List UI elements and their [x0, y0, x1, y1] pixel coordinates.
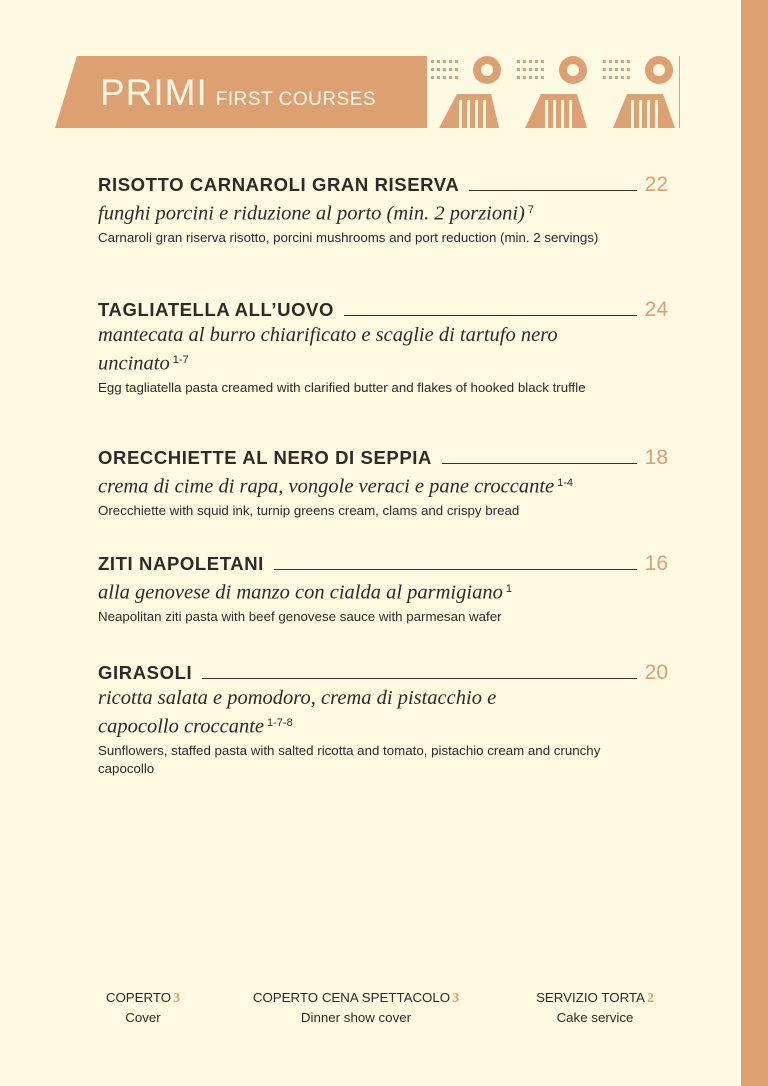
dish-leader-line — [274, 569, 637, 570]
charge-label: COPERTO — [105, 990, 172, 1005]
dish-price: 20 — [644, 661, 668, 684]
dish-item — [98, 661, 668, 778]
allergen-codes: 7 — [527, 204, 535, 216]
dish-italian-description: ricotta salata e pomodoro, crema di pistacchio e capocollo croccante $^{1-7-8}$ — [98, 687, 497, 738]
allergen-codes: 1-7 — [172, 354, 189, 366]
dish-italian-description: mantecata al burro chiarificato e scaglie di tartufo nero uncinato $^{1-7}$ — [98, 324, 558, 375]
dish-name: TAGLIATELLA ALL’UOVO — [98, 299, 335, 320]
dish-italian-description: crema di cime di rapa, vongole veraci e pane croccante $^{1-4}$ — [98, 475, 574, 498]
dish-price: 18 — [644, 446, 668, 469]
charge-price: 3 — [173, 991, 181, 1006]
charge-price: 3 — [452, 991, 460, 1006]
dish-item — [98, 298, 668, 397]
dish-leader-line — [202, 678, 636, 679]
dish-leader-line — [442, 463, 637, 464]
dish-italian-description: alla genovese di manzo con cialda al parmigiano $^1$ — [98, 581, 512, 604]
dish-english-description: Neapolitan ziti pasta with beef genovese sauce with parmesan wafer — [98, 608, 502, 624]
charge-english: Dinner show cover — [300, 1010, 412, 1025]
dish-price: 16 — [644, 552, 668, 575]
dish-english-description: Sunflowers, staffed pasta with salted ricotta and tomato, pistachio cream and crunchy capocollo — [98, 742, 601, 776]
dish-english-description: Orecchiette with squid ink, turnip greens cream, clams and crispy bread — [98, 502, 520, 518]
dish-leader-line — [469, 190, 636, 191]
allergen-codes: 1-7-8 — [267, 717, 293, 729]
dish-name: ZITI NAPOLETANI — [98, 553, 264, 574]
footer-charge-cover — [106, 990, 180, 1025]
allergen-codes: 1 — [505, 583, 512, 595]
allergen-codes: 1-4 — [557, 477, 574, 489]
charge-english: Cover — [125, 1010, 161, 1025]
section-title-main: PRIMI — [100, 72, 208, 113]
decorative-pattern-icon — [427, 56, 679, 128]
side-accent-bar — [741, 0, 768, 1086]
section-title-sub: FIRST COURSES — [215, 89, 377, 110]
dish-english-description: Carnaroli gran riserva risotto, porcini mushrooms and port reduction (min. 2 servings) — [98, 229, 599, 245]
dish-leader-line — [344, 315, 637, 316]
section-banner — [55, 56, 680, 128]
dish-price: 24 — [644, 298, 668, 321]
charge-english: Cake service — [556, 1010, 634, 1025]
section-title — [100, 72, 376, 114]
dish-name: RISOTTO CARNAROLI GRAN RISERVA — [98, 174, 460, 195]
charge-label: COPERTO CENA SPETTACOLO — [252, 990, 451, 1005]
dish-item — [98, 446, 668, 520]
dish-english-description: Egg tagliatella pasta creamed with clarified butter and flakes of hooked black truffle — [98, 379, 586, 395]
dish-item — [98, 173, 668, 247]
charge-price: 2 — [646, 991, 654, 1006]
dish-item — [98, 552, 668, 626]
dish-name: ORECCHIETTE AL NERO DI SEPPIA — [98, 447, 432, 468]
dish-price: 22 — [644, 173, 668, 196]
footer-charge-cake — [536, 990, 654, 1025]
charge-label: SERVIZIO TORTA — [536, 990, 645, 1005]
dish-name: GIRASOLI — [98, 662, 193, 683]
dish-italian-description: funghi porcini e riduzione al porto (min. 2 porzioni) $^7$ — [98, 202, 535, 225]
footer-charge-dinner-show — [253, 990, 459, 1025]
